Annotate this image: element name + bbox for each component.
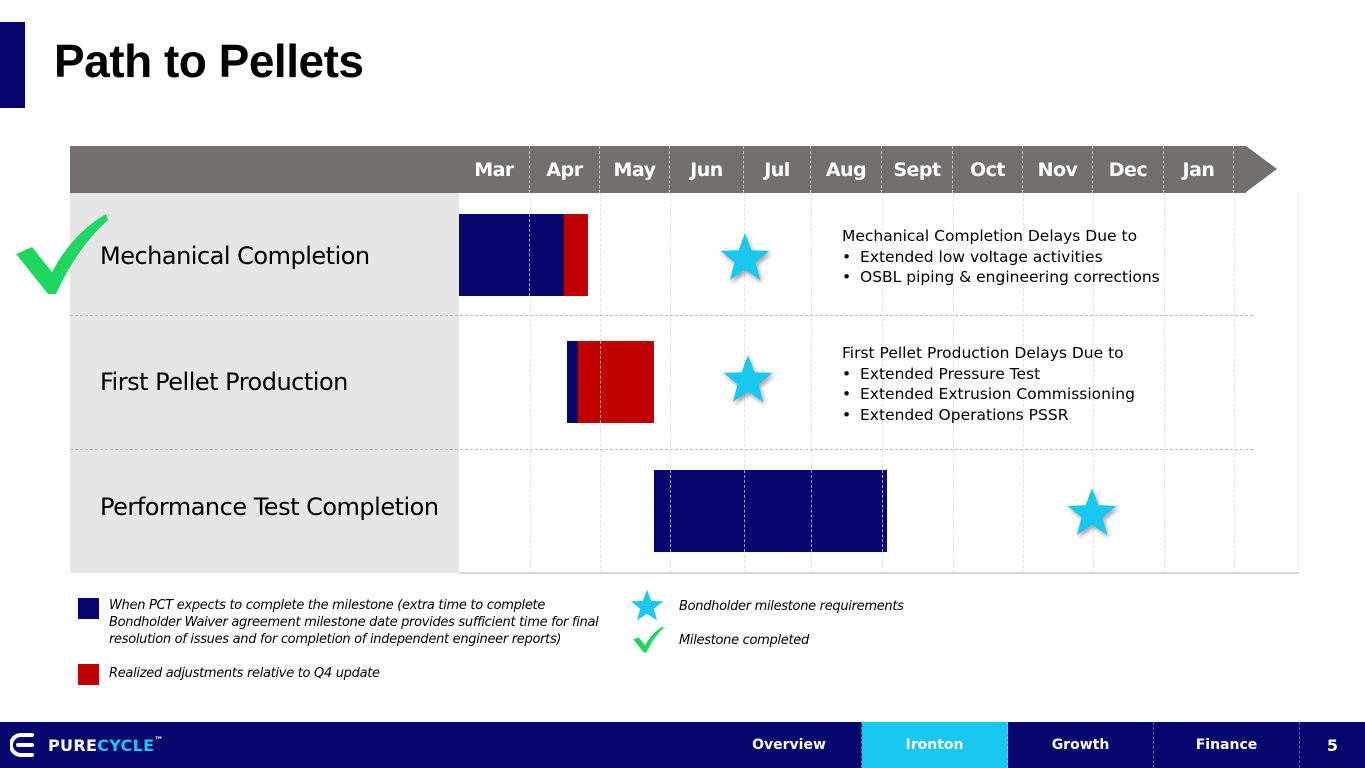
milestone-label-performance-test-completion: Performance Test Completion	[100, 493, 439, 521]
month-gridline	[1164, 193, 1165, 573]
month-label-mar: Mar	[459, 146, 530, 193]
legend-text-adjustment: Realized adjustments relative to Q4 update	[109, 666, 380, 681]
delay-note-bullet: • Extended Extrusion Commissioning	[842, 384, 1135, 405]
month-label-apr: Apr	[530, 146, 600, 193]
checkmark-icon	[12, 210, 110, 298]
expected-completion-bar	[567, 341, 578, 423]
legend-text-completed: Milestone completed	[679, 633, 809, 648]
page-number: 5	[1326, 735, 1339, 755]
delay-note-bullet: • OSBL piping & engineering corrections	[842, 267, 1160, 288]
month-label-aug: Aug	[811, 146, 882, 193]
delay-note-first-pellet-production	[842, 343, 1135, 425]
legend-text-expected: When PCT expects to complete the milestone (extra time to complete Bondholder Waiver agreement milestone date provides sufficient time for final resolution of issues and for completion of independent engineer reports)	[109, 598, 599, 647]
month-label-oct: Oct	[953, 146, 1023, 193]
star-icon	[722, 354, 774, 406]
tab-growth[interactable]: Growth	[1008, 722, 1154, 768]
month-label-jun: Jun	[670, 146, 744, 193]
legend-swatch-adjustment	[78, 664, 99, 685]
milestone-label-first-pellet-production: First Pellet Production	[100, 368, 348, 396]
delay-note-heading: Mechanical Completion Delays Due to	[842, 227, 1138, 245]
month-label-may: May	[600, 146, 670, 193]
month-label-nov: Nov	[1023, 146, 1093, 193]
legend-swatch-expected	[78, 598, 99, 619]
delay-note-heading: First Pellet Production Delays Due to	[842, 344, 1124, 362]
month-label-jul: Jul	[744, 146, 811, 193]
page-title: Path to Pellets	[54, 35, 364, 87]
brand-logo[interactable]	[10, 722, 164, 768]
row-separator	[70, 449, 1253, 450]
purecycle-logo-icon	[10, 732, 40, 758]
row-separator	[70, 315, 1253, 316]
month-gridline	[1234, 193, 1235, 573]
brand-wordmark: PURECYCLE™	[48, 735, 164, 755]
milestone-label-mechanical-completion: Mechanical Completion	[100, 242, 370, 270]
expected-completion-bar	[459, 214, 564, 296]
delay-note-bullet: • Extended low voltage activities	[842, 247, 1160, 268]
legend-text-bondholder: Bondholder milestone requirements	[679, 599, 904, 614]
star-icon	[1066, 487, 1118, 539]
month-label-sept: Sept	[882, 146, 953, 193]
realized-adjustment-bar	[578, 341, 654, 423]
month-label-dec: Dec	[1093, 146, 1164, 193]
tab-finance[interactable]: Finance	[1154, 722, 1300, 768]
delay-note-bullet: • Extended Operations PSSR	[842, 405, 1135, 426]
tab-overview[interactable]: Overview	[717, 722, 862, 768]
star-icon	[719, 232, 771, 284]
realized-adjustment-bar	[564, 214, 588, 296]
timeline-bottom-rule	[459, 572, 1299, 574]
timeline-arrow-head	[1246, 146, 1277, 192]
delay-note-bullet: • Extended Pressure Test	[842, 364, 1135, 385]
tab-ironton[interactable]: Ironton	[862, 722, 1008, 768]
month-label-jan: Jan	[1164, 146, 1234, 193]
checkmark-icon	[632, 625, 664, 654]
star-icon	[630, 589, 664, 623]
footer-nav-bar	[0, 722, 1365, 768]
delay-note-mechanical-completion	[842, 226, 1160, 288]
expected-completion-bar	[654, 470, 887, 552]
title-accent-bar	[0, 22, 25, 108]
